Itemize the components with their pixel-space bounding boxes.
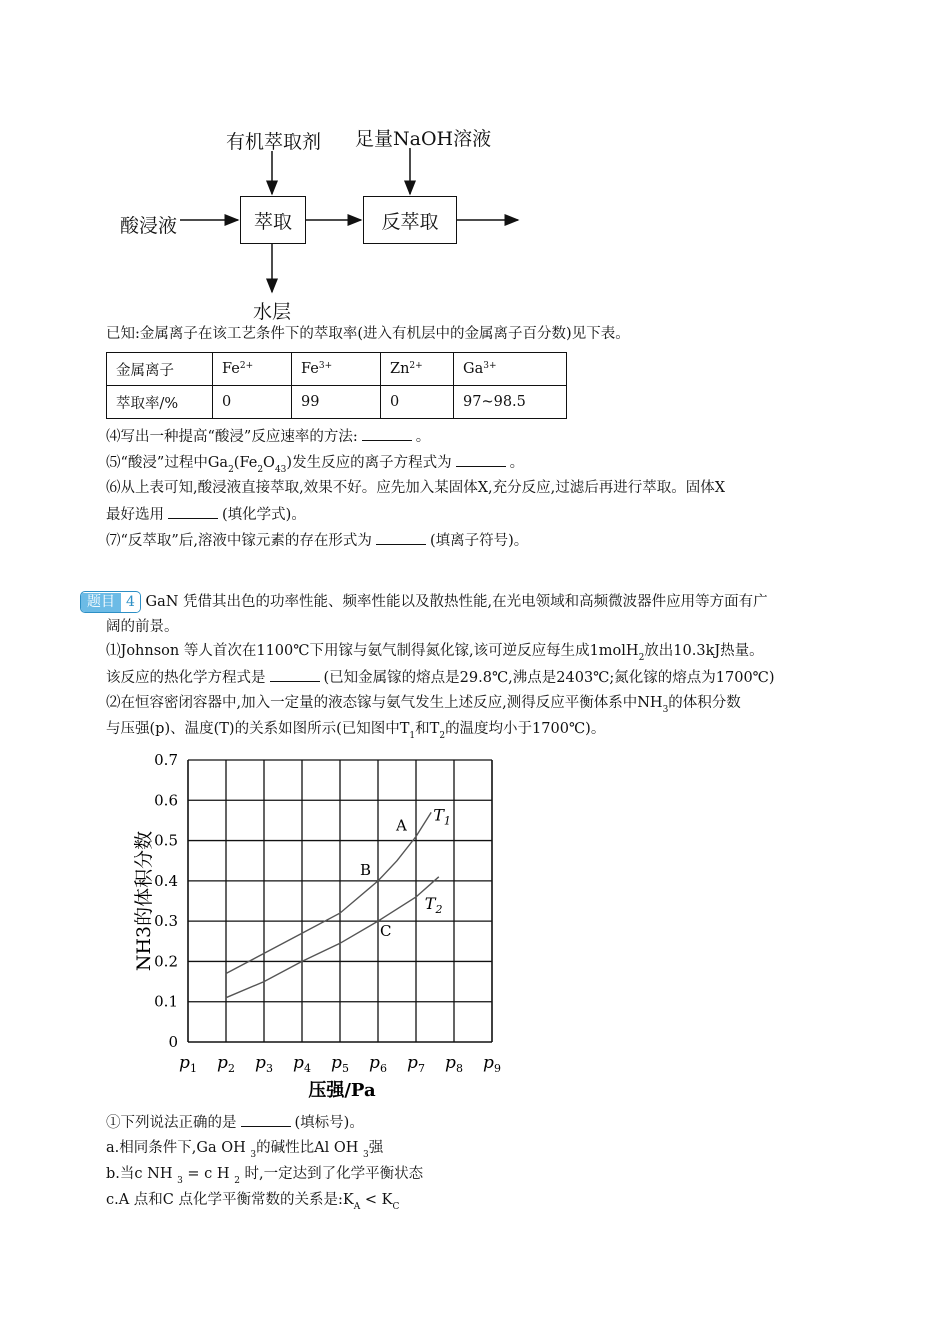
y-tick-label: 0.6: [154, 791, 178, 810]
x-tick-label: $p_8$: [445, 1053, 463, 1075]
flow-arrows: [0, 0, 950, 330]
point-label: B: [360, 860, 372, 879]
problem-4-q2-line1: ⑵在恒容密闭容器中,加入一定量的液态镓与氨气发生上述反应,测得反应平衡体系中$NH_3$的体积分数: [106, 695, 741, 715]
question-4: ⑷写出一种提高“酸浸”反应速率的方法: 。: [106, 426, 430, 447]
y-tick-label: 0.5: [154, 831, 178, 850]
series-line-t2: [226, 877, 439, 998]
table-cell: 0: [213, 386, 292, 419]
table-cell: 0: [381, 386, 454, 419]
table-cell: 金属离子: [107, 353, 213, 386]
table-cell: 99: [292, 386, 381, 419]
point-label: C: [380, 922, 392, 941]
nh3-volume-fraction-chart: [120, 748, 520, 1108]
x-tick-label: $p_7$: [407, 1053, 425, 1075]
problem-tag: 题目 4: [80, 591, 141, 613]
y-tick-label: 0.2: [154, 952, 178, 971]
table-cell: $Zn^{2+}$: [381, 353, 454, 386]
series-label: $T_2$: [424, 893, 443, 916]
option-b: b.当c NH $_3$ = c H $_2$ 时,一定达到了化学平衡状态: [106, 1166, 424, 1186]
table-cell: 97~98.5: [454, 386, 567, 419]
y-tick-label: 0.1: [154, 992, 178, 1011]
question-7: ⑺“反萃取”后,溶液中镓元素的存在形式为 (填离子符号)。: [106, 530, 528, 551]
option-c: c.A 点和C 点化学平衡常数的关系是$:K_A < K_C$: [106, 1192, 400, 1212]
problem-4-intro-line1: 题目 4 GaN 凭借其出色的功率性能、频率性能以及散热性能,在光电领域和高频微波器件应用等方面有广: [80, 591, 768, 613]
x-tick-label: $p_4$: [293, 1053, 311, 1075]
table-cell: $Fe^{3+}$: [292, 353, 381, 386]
answer-blank[interactable]: [362, 426, 412, 441]
chart-grid: [188, 760, 492, 1042]
problem-4-q2-line2: 与压强(p)、温度(T)的关系如图所示(已知图中$T_1$和$T_2$的温度均小于1700℃)。: [106, 721, 606, 741]
answer-blank[interactable]: [241, 1112, 291, 1127]
known-statement: 已知:金属离子在该工艺条件下的萃取率(进入有机层中的金属离子百分数)见下表。: [106, 326, 630, 342]
output-water-layer: 水层: [253, 301, 292, 323]
extraction-box: 萃取: [240, 196, 306, 244]
question-5: ⑸“酸浸”过程中$Ga_2(Fe_2O_{43})$发生反应的离子方程式为 。: [106, 452, 524, 475]
table-cell: $Fe^{2+}$: [213, 353, 292, 386]
point-label: A: [396, 816, 407, 835]
table-row: [107, 386, 567, 419]
y-tick-label: 0.7: [154, 751, 178, 769]
answer-blank[interactable]: [376, 530, 426, 545]
subquestion-1: ①下列说法正确的是 (填标号)。: [106, 1112, 364, 1133]
input-naoh-solution: 足量NaOH溶液: [355, 128, 492, 150]
question-6-line2: 最好选用 (填化学式)。: [106, 504, 306, 525]
answer-blank[interactable]: [168, 504, 218, 519]
option-a: a.相同条件下,Ga OH $_3$的碱性比Al OH $_3$强: [106, 1140, 384, 1160]
y-tick-label: 0.4: [154, 871, 178, 890]
x-tick-label: $p_9$: [483, 1053, 501, 1075]
x-tick-label: $p_3$: [255, 1053, 273, 1075]
y-tick-label: 0.3: [154, 912, 178, 931]
table-row: [107, 353, 567, 386]
answer-blank[interactable]: [456, 452, 506, 467]
x-axis-label: 压强/Pa: [308, 1080, 376, 1101]
answer-blank[interactable]: [270, 667, 320, 682]
table-cell: $Ga^{3+}$: [454, 353, 567, 386]
y-axis-label: NH3的体积分数: [133, 830, 155, 972]
x-tick-label: $p_6$: [369, 1053, 387, 1075]
chart-labels: [154, 751, 501, 1075]
back-extraction-box: 反萃取: [363, 196, 457, 244]
problem-4-q1-line2: 该反应的热化学方程式是 (已知金属镓的熔点是29.8℃,沸点是2403℃;氮化镓的熔点为1700℃): [106, 667, 775, 688]
series-label: $T_1$: [433, 805, 451, 828]
x-tick-label: $p_1$: [179, 1053, 197, 1075]
problem-4-q1-line1: ⑴Johnson 等人首次在1100℃下用镓与氨气制得氮化镓,该可逆反应每生成1molH$_2$放出10.3kJ热量。: [106, 643, 764, 663]
extraction-rate-table: [106, 352, 567, 419]
input-organic-extractant: 有机萃取剂: [226, 131, 322, 153]
input-acid-leach-liquid: 酸浸液: [120, 215, 178, 237]
y-tick-label: 0: [168, 1033, 178, 1051]
problem-4-intro-line2: 阔的前景。: [106, 619, 179, 635]
x-tick-label: $p_2$: [217, 1053, 235, 1075]
x-tick-label: $p_5$: [331, 1053, 349, 1075]
question-6-line1: ⑹从上表可知,酸浸液直接萃取,效果不好。应先加入某固体X,充分反应,过滤后再进行萃取。固体X: [106, 480, 726, 496]
table-cell: 萃取率/%: [107, 386, 213, 419]
